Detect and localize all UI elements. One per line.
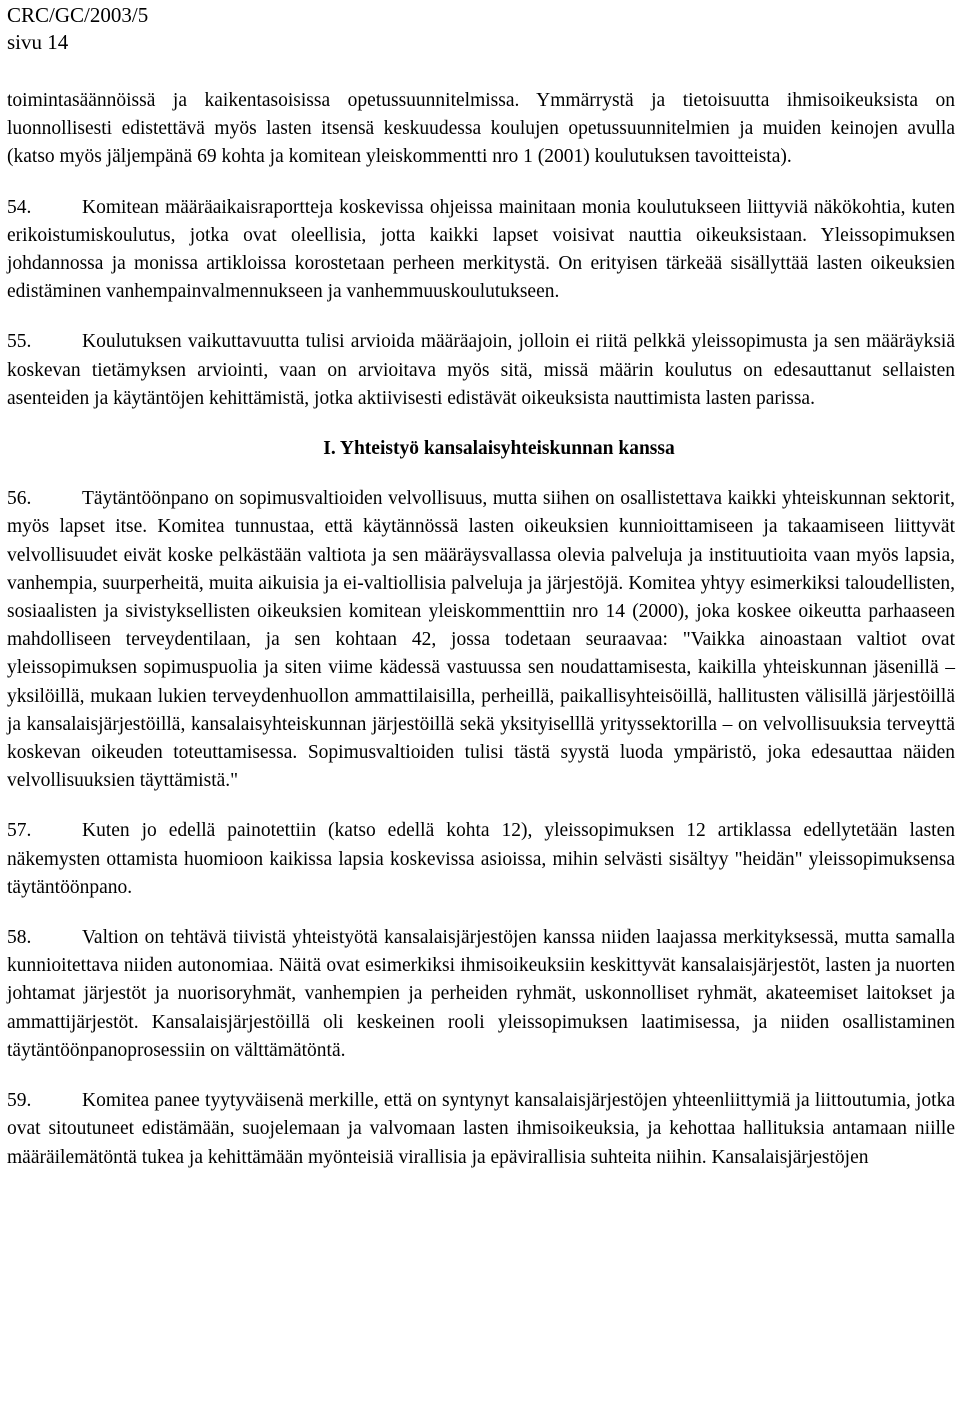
paragraph-continuation	[7, 87, 955, 172]
paragraph-57	[7, 817, 955, 902]
paragraph-number: 55.	[7, 331, 32, 353]
paragraph-number: 57.	[7, 820, 32, 842]
paragraph-text: Koulutuksen vaikuttavuutta tulisi arvioida määräajoin, jolloin ei riitä pelkkä yleissopimusta ja sen määräyksiä koskevan tietämyksen arviointi, vaan on arvioitava myös sitä, missä määrin koulutus on edesauttanut sellaisten asenteiden ja käytäntöjen kehittämistä, jotka aktiivisesti edistävät oikeuksista nauttimista lasten parissa.	[7, 331, 955, 409]
paragraph-59	[7, 1087, 955, 1172]
paragraph-text: Komitean määräaikaisraportteja koskevissa ohjeissa mainitaan monia koulutukseen liittyviä näkökohtia, kuten erikoistumiskoulutus, jotka ovat oleellisia, jotta kaikki lapset voisivat nauttia oikeuksistaan. Yleissopimuksen johdannossa ja monissa artikloissa korostetaan perheen merkitystä. On erityisen tärkeää sisällyttää lasten oikeuksien edistäminen vanhempainvalmennukseen ja vanhemmuuskoulutukseen.	[7, 196, 955, 303]
paragraph-56	[7, 485, 955, 795]
paragraph-58	[7, 924, 955, 1065]
paragraph-number: 58.	[7, 927, 32, 949]
paragraph-number: 54.	[7, 196, 32, 218]
paragraph-number: 59.	[7, 1090, 32, 1112]
paragraph-text: Komitea panee tyytyväisenä merkille, että on syntynyt kansalaisjärjestöjen yhteenliittymiä ja liittoutumia, jotka ovat sitoutuneet edistämään, suojelemaan ja valvomaan lasten ihmisoikeuksia, ja kehottaa hallituksia antamaan niille määräilemätöntä tukea ja kehittämään myönteisiä virallisia ja epävirallisia suhteita niihin. Kansalaisjärjestöjen	[7, 1090, 955, 1168]
paragraph-number: 56.	[7, 488, 32, 510]
paragraph-text: Kuten jo edellä painotettiin (katso edellä kohta 12), yleissopimuksen 12 artiklassa edellytetään lasten näkemysten ottamista huomioon kaikissa lapsia koskevissa asioissa, mihin selvästi sisältyy "heidän" yleissopimuksensa täytäntöönpano.	[7, 820, 955, 898]
paragraph-54	[7, 194, 955, 307]
paragraph-text: Täytäntöönpano on sopimusvaltioiden velvollisuus, mutta siihen on osallistettava kaikki yhteiskunnan sektorit, myös lapset itse. Komitea tunnustaa, että käytännössä lasten oikeuksien kunnioittamiseen ja takaamiseen liittyvät velvollisuudet eivät koske pelkästään valtiota ja sen määräysvallassa olevia palveluja ja instituutioita vaan myös lapsia, vanhempia, suurperheitä, muita aikuisia ja ei-valtiollisia palveluja ja järjestöjä. Komitea yhtyy esimerkiksi taloudellisten, sosiaalisten ja sivistyksellisten oikeuksien komitean yleiskommenttiin nro 14 (2000), joka koskee oikeutta parhaaseen mahdolliseen terveydentilaan, ja sen kohtaan 42, jossa todetaan seuraavaa: "Vaikka ainoastaan valtiot ovat yleissopimuksen sopimuspuolia ja siten viime kädessä vastuussa sen noudattamisesta, kaikilla yhteiskunnan jäsenillä – yksilöillä, mukaan lukien terveydenhuollon ammattilaisilla, perheillä, paikallisyhteisöillä, hallitusten välisillä järjestöillä ja kansalaisjärjestöillä, kansalaisyhteiskunnan järjestöillä sekä yksityiselllä yrityssektorilla – on velvollisuuksia terveyttä koskevan oikeuden toteuttamisessa. Sopimusvaltioiden tulisi tästä syystä luoda ympäristö, joka edesauttaa näiden velvollisuuksien täyttämistä."	[7, 488, 955, 792]
paragraph-text: Valtion on tehtävä tiivistä yhteistyötä kansalaisjärjestöjen kanssa niiden laajassa merkityksessä, mutta samalla kunnioitettava niiden autonomiaa. Näitä ovat esimerkiksi ihmisoikeuksiin keskittyvät kansalaisjärjestöt, lasten ja nuorten johtamat järjestöt ja nuorisoryhmät, vanhempien ja perheiden ryhmät, uskonnolliset ryhmät, akateemiset laitokset ja ammattijärjestöt. Kansalaisjärjestöillä oli keskeinen rooli yleissopimuksen laatimisessa, ja niiden osallistaminen täytäntöönpanoprosessiin on välttämätöntä.	[7, 927, 955, 1061]
paragraph-55	[7, 328, 955, 413]
section-heading: I. Yhteistyö kansalaisyhteiskunnan kanssa	[323, 438, 675, 460]
page-number: sivu 14	[7, 30, 69, 54]
page-header	[7, 2, 955, 56]
document-page	[7, 0, 955, 1172]
paragraph-text: toimintasäännöissä ja kaikentasoisissa opetussuunnitelmissa. Ymmärrystä ja tietoisuutta ihmisoikeuksista on luonnollisesti edistettävä myös lasten itsensä keskuudessa koulujen opetussuunnitelmien ja muiden keinojen avulla (katso myös jäljempänä 69 kohta ja komitean yleiskommentti nro 1 (2001) koulutuksen tavoitteista).	[7, 90, 955, 168]
document-code: CRC/GC/2003/5	[7, 3, 149, 27]
